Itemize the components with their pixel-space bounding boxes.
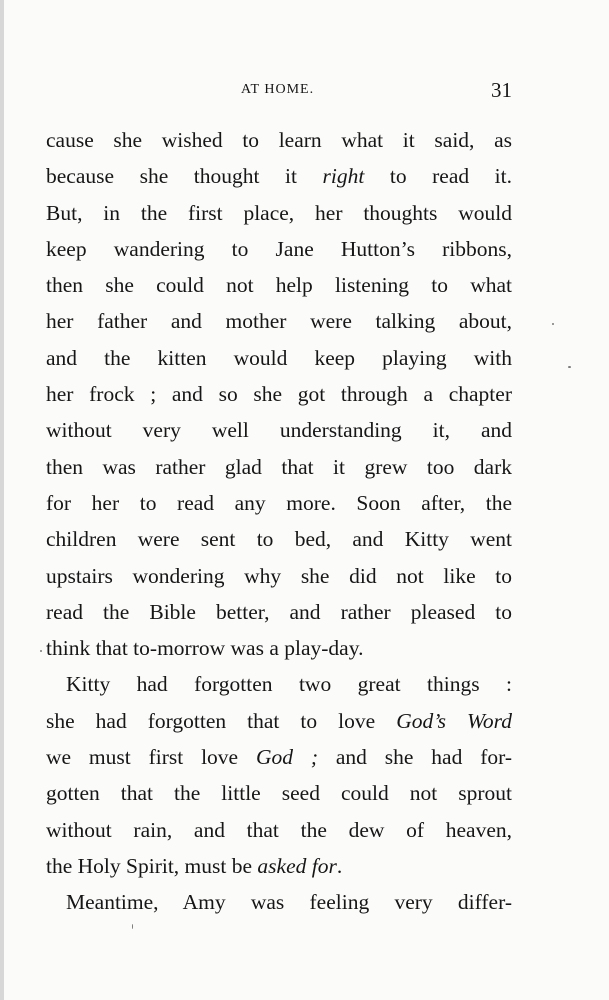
text-line: for her to read any more. Soon after, the bbox=[46, 490, 512, 515]
text-line: her father and mother were talking about, bbox=[46, 309, 512, 334]
text-line: without very well understanding it, and bbox=[46, 418, 512, 443]
text-line: then she could not help listening to what bbox=[46, 273, 512, 298]
page-edge-shadow bbox=[0, 0, 4, 1000]
text-line: children were sent to bed, and Kitty went bbox=[46, 527, 512, 552]
print-speck bbox=[552, 323, 554, 325]
text-line: we must first love God ; and she had for- bbox=[46, 745, 512, 770]
text-line: her frock ; and so she got through a chapter bbox=[46, 382, 512, 407]
page-header bbox=[46, 78, 512, 104]
text-line: But, in the first place, her thoughts would bbox=[46, 200, 512, 225]
text-line: and the kitten would keep playing with bbox=[46, 345, 512, 370]
text-line: because she thought it right to read it. bbox=[46, 164, 513, 189]
page-number: 31 bbox=[491, 78, 512, 102]
print-speck bbox=[568, 366, 571, 368]
text-line: the Holy Spirit, must be asked for. bbox=[46, 853, 343, 878]
print-speck bbox=[40, 650, 42, 652]
body-text bbox=[46, 122, 512, 921]
text-line: read the Bible better, and rather pleased to bbox=[46, 599, 512, 624]
text-line: Meantime, Amy was feeling very differ- bbox=[66, 890, 512, 915]
running-head: AT HOME. bbox=[241, 82, 315, 97]
text-line: Kitty had forgotten two great things : bbox=[66, 672, 512, 697]
text-line: then was rather glad that it grew too dark bbox=[46, 454, 512, 479]
print-speck bbox=[132, 924, 133, 929]
text-line: keep wandering to Jane Hutton’s ribbons, bbox=[46, 236, 512, 261]
text-line: she had forgotten that to love God’s Word bbox=[46, 708, 512, 733]
text-line: upstairs wondering why she did not like to bbox=[46, 563, 512, 588]
text-line: without rain, and that the dew of heaven, bbox=[46, 817, 512, 842]
text-line: cause she wished to learn what it said, as bbox=[46, 128, 512, 152]
text-line: think that to-morrow was a play-day. bbox=[46, 636, 364, 661]
text-line: gotten that the little seed could not sprout bbox=[46, 781, 512, 806]
